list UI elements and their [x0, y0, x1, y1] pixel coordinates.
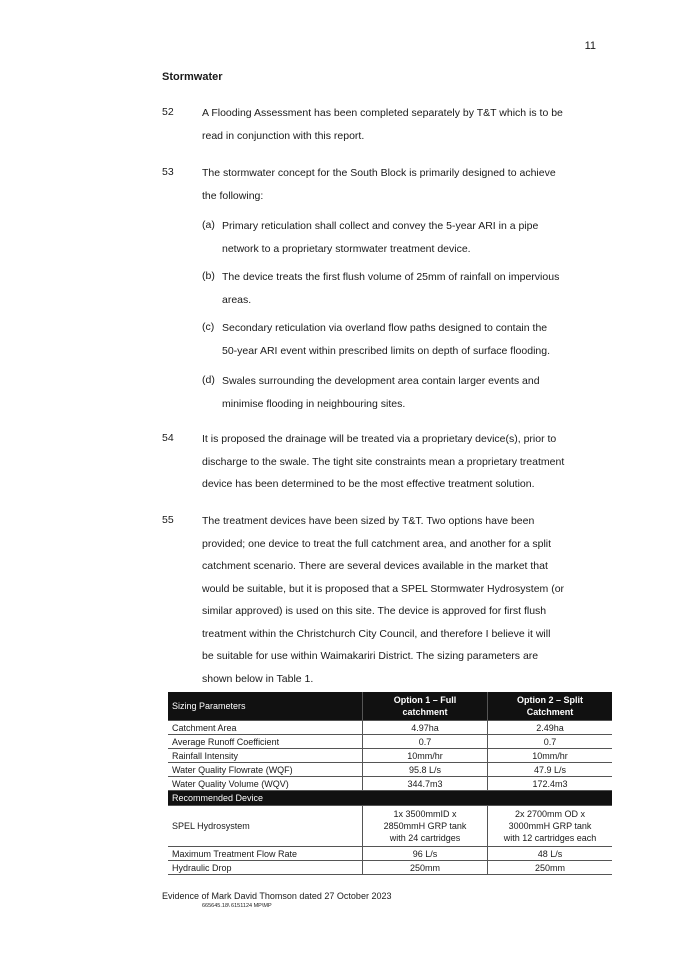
sub-item-a — [222, 215, 602, 260]
header-cell — [363, 692, 488, 721]
table-cell: Rainfall Intensity — [168, 749, 363, 763]
header-line: Option 2 – Split — [516, 695, 583, 705]
text-line: be suitable for use within Waimakariri District. The sizing parameters are — [202, 650, 539, 662]
text-line: It is proposed the drainage will be treated via a proprietary device(s), prior to — [202, 433, 557, 445]
sub-item-d — [222, 370, 602, 415]
sub-item-c — [222, 317, 602, 362]
table-row — [168, 861, 612, 875]
sub-item-label: (b) — [202, 270, 215, 282]
table-cell: Average Runoff Coefficient — [168, 735, 363, 749]
table-row — [168, 847, 612, 861]
table-cell: 96 L/s — [363, 847, 488, 861]
table-row — [168, 735, 612, 749]
text-line: the following: — [202, 189, 264, 202]
table-cell: 0.7 — [488, 735, 613, 749]
table-cell: 4.97ha — [363, 721, 488, 735]
table-row — [168, 806, 612, 847]
paragraph-number: 54 — [162, 432, 174, 444]
text-line: network to a proprietary stormwater treatment device. — [222, 242, 471, 255]
table-cell: 47.9 L/s — [488, 763, 613, 777]
text-line: read in conjunction with this report. — [202, 129, 365, 142]
paragraph-52 — [202, 102, 602, 147]
text-line: areas. — [222, 293, 252, 306]
sub-item-label: (c) — [202, 321, 215, 333]
cell-line: 2850mmH GRP tank — [383, 821, 467, 831]
table-cell: 0.7 — [363, 735, 488, 749]
text-line: would be suitable, but it is proposed that a SPEL Stormwater Hydrosystem (or — [202, 582, 565, 595]
header-cell: Sizing Parameters — [168, 692, 363, 721]
cell-line: 2x 2700mm OD x — [514, 809, 586, 819]
table-cell: 172.4m3 — [488, 777, 613, 791]
table-row — [168, 749, 612, 763]
cell-line: 3000mmH GRP tank — [508, 821, 592, 831]
text-line: A Flooding Assessment has been completed separately by T&T which is to be — [202, 107, 563, 119]
text-line: discharge to the swale. The tight site constraints mean a proprietary treatment — [202, 455, 565, 468]
header-line: Option 1 – Full — [393, 695, 457, 705]
table-section-row — [168, 791, 612, 806]
paragraph-number: 53 — [162, 166, 174, 178]
table-cell: 2.49ha — [488, 721, 613, 735]
sizing-table — [168, 692, 612, 875]
table-cell — [488, 806, 613, 847]
table-cell: 250mm — [488, 861, 613, 875]
table-cell — [363, 806, 488, 847]
text-line: Swales surrounding the development area contain larger events and — [222, 375, 540, 387]
text-line: Secondary reticulation via overland flow paths designed to contain the — [222, 322, 548, 334]
text-line: catchment scenario. There are several devices available in the market that — [202, 560, 548, 572]
paragraph-number: 55 — [162, 514, 174, 526]
text-line: The device treats the first flush volume of 25mm of rainfall on impervious — [222, 271, 560, 283]
text-line: 50-year ARI event within prescribed limits on depth of surface flooding. — [222, 344, 551, 357]
text-line: The treatment devices have been sized by T&T. Two options have been — [202, 515, 535, 527]
header-cell — [488, 692, 613, 721]
cell-line: with 24 cartridges — [389, 833, 461, 843]
sub-item-label: (d) — [202, 374, 215, 386]
table-row — [168, 763, 612, 777]
table-cell: Water Quality Volume (WQV) — [168, 777, 363, 791]
section-cell: Recommended Device — [168, 791, 612, 806]
text-line: shown below in Table 1. — [202, 672, 314, 685]
table-cell: 10mm/hr — [363, 749, 488, 763]
text-line: The stormwater concept for the South Block is primarily designed to achieve — [202, 167, 556, 179]
table-cell: 95.8 L/s — [363, 763, 488, 777]
text-line: provided; one device to treat the full catchment area, and another for a split — [202, 537, 552, 550]
header-line: catchment — [402, 707, 448, 717]
text-line: treatment within the Christchurch City Council, and therefore I believe it will — [202, 627, 551, 640]
table-cell: 10mm/hr — [488, 749, 613, 763]
table-cell: 344.7m3 — [363, 777, 488, 791]
table-cell: Hydraulic Drop — [168, 861, 363, 875]
page-number: 11 — [584, 40, 596, 52]
table-cell: Maximum Treatment Flow Rate — [168, 847, 363, 861]
table-cell: Catchment Area — [168, 721, 363, 735]
document-reference: 665645.18\ 6151124 MP\MP — [202, 903, 272, 909]
section-heading: Stormwater — [162, 71, 223, 83]
text-line: device has been determined to be the most effective treatment solution. — [202, 478, 535, 490]
footer-evidence: Evidence of Mark David Thomson dated 27 October 2023 — [162, 891, 392, 901]
text-line: minimise flooding in neighbouring sites. — [222, 397, 406, 410]
table-cell: Water Quality Flowrate (WQF) — [168, 763, 363, 777]
table-cell: 48 L/s — [488, 847, 613, 861]
table-row — [168, 721, 612, 735]
table-cell: SPEL Hydrosystem — [168, 806, 363, 847]
text-line: similar approved) is used on this site. The device is approved for first flush — [202, 605, 547, 617]
header-line: Catchment — [526, 707, 574, 717]
cell-line: 1x 3500mmID x — [393, 809, 457, 819]
table-row — [168, 777, 612, 791]
sub-item-b — [222, 266, 602, 311]
paragraph-53 — [202, 162, 602, 207]
paragraph-54 — [202, 428, 602, 496]
cell-line: with 12 cartridges each — [503, 833, 597, 843]
paragraph-55 — [202, 510, 602, 690]
table-header-row — [168, 692, 612, 721]
text-line: Primary reticulation shall collect and convey the 5-year ARI in a pipe — [222, 220, 539, 232]
table-cell: 250mm — [363, 861, 488, 875]
paragraph-number: 52 — [162, 106, 174, 118]
sub-item-label: (a) — [202, 219, 215, 231]
